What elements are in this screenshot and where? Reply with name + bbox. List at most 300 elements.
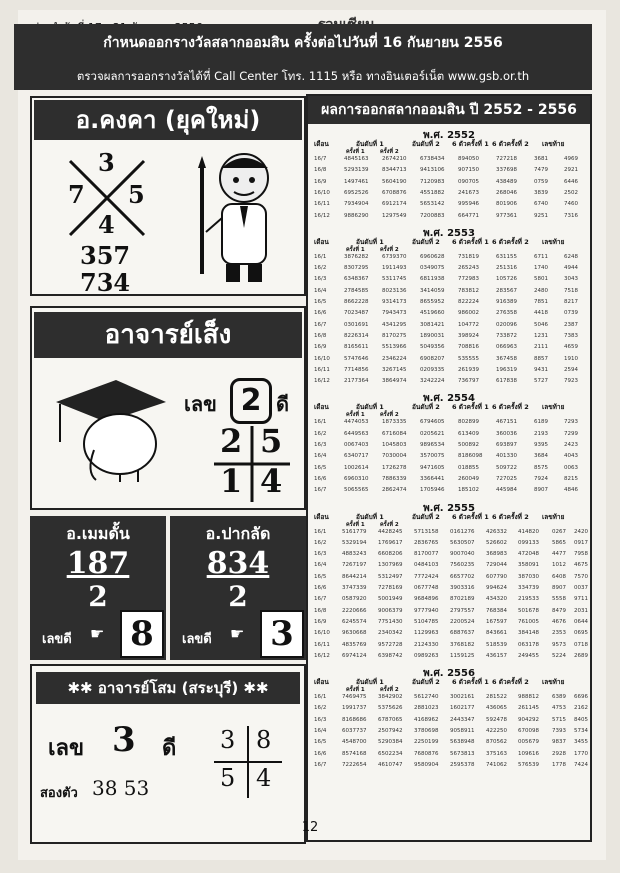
- som-lek-label: เลข: [48, 736, 85, 761]
- table-cell: 907150: [458, 167, 479, 174]
- table-cell: 7751430: [378, 618, 403, 625]
- table-cell: 8170077: [414, 551, 439, 558]
- table-cell: 693897: [496, 442, 517, 448]
- table-cell: 5558: [552, 596, 566, 603]
- table-cell: 2881023: [414, 705, 439, 712]
- table-cell: 904292: [518, 716, 539, 723]
- table-cell: 16/9: [314, 618, 327, 625]
- table-cell: 167597: [486, 618, 507, 625]
- table-cell: 16/6: [314, 750, 327, 757]
- table-cell: 1911493: [382, 265, 407, 272]
- som-title-bar: [36, 672, 300, 704]
- table-cell: 16/7: [314, 156, 327, 162]
- page-number: 12: [301, 820, 319, 835]
- table-cell: 772983: [458, 276, 479, 283]
- table-cell: 337698: [496, 167, 517, 174]
- table-cell: 3768182: [450, 641, 475, 648]
- table-cell: 6740: [534, 201, 548, 208]
- table-cell: 6189: [534, 419, 548, 426]
- table-cell: 4846: [564, 487, 578, 494]
- banner-line1: กำหนดออกรางวัลสลากออมสิน ครั้งต่อไปวันที่ 16 กันยายน 2556: [103, 35, 503, 51]
- table-cell: 3043: [564, 276, 578, 283]
- table-cell: 8655952: [420, 299, 445, 305]
- table-cell: 9007040: [450, 551, 475, 558]
- table-cell: 2162: [574, 705, 588, 712]
- table-cell: 727025: [496, 475, 517, 482]
- table-cell: 783812: [458, 287, 479, 294]
- table-cell: 0989263: [414, 652, 439, 659]
- table-cell: 0349075: [420, 265, 445, 272]
- table-cell: 4676: [552, 618, 566, 625]
- table-cell: 5865: [552, 539, 566, 546]
- table-cell: 6738434: [420, 156, 445, 162]
- table-cell: 334739: [518, 585, 539, 591]
- table-cell: 196319: [496, 366, 517, 373]
- table-cell: 7469475: [342, 694, 367, 701]
- paklad-sub: 2: [228, 580, 248, 613]
- table-cell: 16/8: [314, 167, 327, 174]
- table-cell: 7924: [534, 475, 548, 482]
- header-col-six: 6 ตัวครั้งที่ 1: [452, 237, 489, 246]
- table-cell: 3267145: [382, 366, 407, 373]
- table-cell: 1297549: [382, 212, 407, 219]
- table-cell: 4659: [564, 344, 578, 351]
- table-cell: 2124330: [414, 641, 439, 648]
- table-cell: 7680876: [414, 750, 439, 757]
- table-cell: 8186098: [458, 453, 483, 460]
- table-cell: 0677748: [414, 585, 439, 591]
- table-cell: 398924: [458, 332, 479, 339]
- table-cell: 5224: [552, 652, 566, 659]
- table-cell: 731819: [458, 253, 479, 260]
- table-cell: 6952526: [344, 189, 369, 196]
- table-cell: 8662228: [344, 299, 369, 305]
- table-cell: 16/1: [314, 419, 327, 426]
- table-cell: 916389: [496, 299, 517, 305]
- table-cell: 8344713: [382, 167, 407, 174]
- memdan-digit: 8: [120, 610, 164, 658]
- header-col-month: เดือน: [314, 678, 329, 687]
- table-cell: 16/1: [314, 253, 327, 260]
- kongka-title: อ.คงคา (ยุคใหม่): [34, 100, 302, 140]
- table-cell: 1769617: [378, 539, 403, 546]
- table-cell: 8307295: [344, 265, 369, 272]
- table-cell: 7943473: [382, 310, 407, 317]
- table-cell: 6887637: [450, 630, 475, 637]
- table-cell: 1778: [552, 761, 566, 768]
- table-cell: 8215: [564, 475, 578, 482]
- seng-grid-bl: 1: [220, 462, 243, 500]
- kongka-n-bottom: 4: [98, 210, 115, 239]
- table-cell: 8907: [534, 487, 548, 494]
- table-cell: 8168686: [342, 716, 367, 723]
- table-cell: 2594: [564, 366, 578, 373]
- table-cell: 535555: [458, 355, 479, 362]
- table-cell: 3780698: [414, 728, 439, 734]
- results-table: [306, 94, 592, 842]
- table-cell: 5104785: [414, 618, 439, 625]
- table-cell: 8857: [534, 355, 548, 362]
- table-cell: 0301691: [344, 321, 369, 328]
- table-cell: 7316: [564, 212, 578, 219]
- table-cell: 16/4: [314, 728, 327, 734]
- announcement-banner: [14, 24, 592, 90]
- table-cell: 1726278: [382, 464, 407, 471]
- table-cell: 16/3: [314, 276, 327, 283]
- table-cell: 436065: [486, 705, 507, 712]
- table-cell: 16/5: [314, 573, 327, 580]
- memdan-panel: [30, 516, 166, 660]
- table-cell: 2507942: [378, 728, 403, 734]
- table-cell: 2797557: [450, 607, 475, 614]
- table-cell: 5713158: [414, 528, 439, 535]
- header-col-six: 6 ตัวครั้งที่ 1: [452, 512, 489, 521]
- kongka-num1: 357: [80, 241, 131, 270]
- table-cell: 360036: [496, 430, 517, 437]
- year-label: พ.ศ. 2555: [423, 502, 475, 514]
- table-cell: 9471605: [420, 464, 445, 471]
- table-cell: 9058911: [450, 728, 475, 734]
- table-cell: 1705946: [420, 487, 445, 494]
- header-col-six: 6 ตัวครั้งที่ 1: [452, 140, 489, 148]
- header-col-six: 6 ตัวครั้งที่ 1: [452, 403, 489, 412]
- table-cell: 1045803: [382, 442, 407, 448]
- table-cell: 020096: [496, 321, 517, 328]
- memdan-sub: 2: [88, 580, 108, 613]
- table-cell: 2674210: [382, 156, 407, 162]
- table-cell: 281522: [486, 694, 507, 701]
- table-cell: 3242224: [420, 378, 445, 385]
- table-cell: 3081421: [420, 321, 445, 328]
- table-cell: 5290384: [378, 739, 403, 746]
- table-cell: 664771: [458, 212, 479, 219]
- table-cell: 1770: [574, 750, 588, 757]
- table-cell: 9630668: [342, 630, 367, 637]
- table-cell: 7886339: [382, 475, 407, 482]
- table-cell: 0739: [564, 310, 578, 317]
- table-cell: 2353: [552, 630, 566, 637]
- paklad-number: 834: [206, 546, 270, 581]
- results-title: ผลการออกสลากออมสิน ปี 2552 - 2556: [308, 96, 590, 124]
- table-cell: 7570: [574, 573, 588, 580]
- table-cell: 109616: [518, 750, 539, 757]
- table-cell: 4845163: [344, 156, 369, 162]
- table-cell: 2193: [534, 430, 548, 437]
- table-cell: 4610747: [378, 761, 403, 768]
- table-cell: 16/11: [314, 641, 330, 648]
- table-cell: 16/10: [314, 189, 330, 196]
- header-col-rank2: อันดับที่ 2: [412, 512, 440, 521]
- table-cell: 472048: [518, 551, 539, 558]
- table-cell: 2928: [552, 750, 566, 757]
- table-cell: 16/5: [314, 299, 327, 305]
- table-cell: 733872: [496, 332, 517, 339]
- table-cell: 16/10: [314, 355, 330, 362]
- table-cell: 5001949: [378, 596, 403, 603]
- table-cell: 1602177: [450, 705, 475, 712]
- subheader-sub2: ครั้งที่ 2: [380, 149, 399, 155]
- table-cell: 6708876: [382, 189, 407, 196]
- table-cell: 7293: [564, 419, 578, 426]
- table-cell: 16/3: [314, 442, 327, 448]
- table-cell: 7393: [552, 728, 566, 734]
- table-cell: 414820: [518, 528, 539, 535]
- table-cell: 066963: [496, 344, 517, 351]
- table-cell: 467151: [496, 419, 517, 426]
- table-cell: 4551882: [420, 189, 445, 196]
- seng-title: อาจารย์เส็ง: [34, 312, 302, 358]
- header-col-rank2: อันดับที่ 2: [412, 140, 440, 148]
- table-cell: 8023136: [382, 287, 407, 294]
- table-cell: 099133: [518, 539, 539, 546]
- table-cell: 1497461: [344, 178, 369, 185]
- som-dee-label: ดี: [162, 736, 177, 761]
- table-cell: 2420: [574, 528, 588, 535]
- table-cell: 9395: [534, 442, 548, 448]
- table-cell: 5653142: [420, 201, 445, 208]
- table-cell: 5747646: [344, 355, 369, 362]
- table-cell: 9580904: [414, 761, 439, 768]
- table-cell: 7222654: [342, 761, 367, 768]
- table-cell: 0759: [534, 178, 548, 185]
- table-cell: 2250199: [414, 739, 439, 746]
- table-cell: 4477: [552, 551, 566, 558]
- year-label: พ.ศ. 2552: [423, 130, 475, 141]
- header-col-six2: 6 ตัวครั้งที่ 2: [492, 237, 529, 246]
- table-cell: 2443347: [450, 716, 475, 723]
- table-cell: 8575: [534, 464, 548, 471]
- seng-dee-label: ดี: [276, 392, 289, 416]
- table-cell: 16/7: [314, 487, 327, 494]
- table-cell: 8644214: [342, 573, 367, 580]
- table-cell: 16/6: [314, 310, 327, 317]
- table-cell: 2423: [564, 442, 578, 448]
- table-cell: 436157: [486, 652, 507, 659]
- seng-grid-tr: 5: [260, 422, 283, 460]
- table-cell: 986002: [458, 310, 479, 317]
- som-grid-tr: 8: [256, 726, 272, 754]
- table-cell: 375163: [486, 750, 507, 757]
- table-cell: 0484103: [414, 562, 439, 569]
- table-cell: 7383: [564, 332, 578, 339]
- table-cell: 3414059: [420, 287, 445, 294]
- header-col-tail: เลขท้าย: [542, 512, 565, 521]
- table-cell: 741062: [486, 761, 507, 768]
- table-cell: 16/8: [314, 607, 327, 614]
- subheader-sub1: ครั้งที่ 1: [346, 521, 365, 528]
- table-cell: 729044: [486, 562, 507, 569]
- table-cell: 445984: [496, 487, 517, 494]
- table-cell: 4043: [564, 453, 578, 460]
- som-grid-tl: 3: [220, 726, 236, 754]
- table-cell: 4883243: [342, 551, 367, 558]
- table-cell: 5801: [534, 276, 548, 283]
- table-cell: 16/4: [314, 287, 327, 294]
- table-cell: 0644: [574, 618, 588, 625]
- table-cell: 241673: [458, 189, 479, 196]
- table-cell: 7923: [564, 378, 578, 385]
- table-cell: 995946: [458, 201, 479, 208]
- table-cell: 16/11: [314, 366, 330, 373]
- subheader-sub1: ครั้งที่ 1: [346, 246, 365, 253]
- table-cell: 1002614: [344, 464, 369, 471]
- table-cell: 3681: [534, 156, 548, 162]
- paklad-digit: 3: [260, 610, 304, 658]
- table-cell: 2220666: [342, 607, 367, 614]
- table-cell: 358091: [518, 562, 539, 569]
- table-cell: 988812: [518, 694, 539, 701]
- table-cell: 2502: [564, 189, 578, 196]
- table-cell: 0718: [574, 641, 588, 648]
- year-label: พ.ศ. 2554: [423, 393, 475, 405]
- table-cell: 7714856: [344, 366, 369, 373]
- table-cell: 090705: [458, 178, 479, 185]
- header-col-rank1: อันดับที่ 1: [356, 140, 384, 148]
- table-cell: 5734: [574, 728, 588, 734]
- table-cell: 592478: [486, 716, 507, 723]
- table-cell: 977361: [496, 212, 517, 219]
- table-cell: 276358: [496, 310, 517, 317]
- table-cell: 3903316: [450, 585, 475, 591]
- table-cell: 7030004: [382, 453, 407, 460]
- table-cell: 0063: [564, 464, 578, 471]
- table-cell: 16/1: [314, 528, 327, 535]
- kongka-n-top: 3: [98, 148, 115, 177]
- table-cell: 8702189: [450, 596, 475, 603]
- table-cell: 9314173: [382, 299, 407, 305]
- table-cell: 16/11: [314, 201, 330, 208]
- som-digit: 3: [112, 720, 136, 760]
- table-cell: 426332: [486, 528, 507, 535]
- table-cell: 185102: [458, 487, 479, 494]
- som-songtua-label: สองตัว: [40, 786, 78, 801]
- table-cell: 1910: [564, 355, 578, 362]
- table-cell: 7560235: [450, 562, 475, 569]
- table-cell: 2480: [534, 287, 548, 294]
- header-col-rank1: อันดับที่ 1: [356, 237, 384, 246]
- table-cell: 2177364: [344, 378, 369, 385]
- paklad-title: อ.ปากลัด: [205, 524, 271, 543]
- table-cell: 5293139: [344, 167, 369, 174]
- table-cell: 0587920: [342, 596, 367, 603]
- som-songtua-numbers: 38 53: [92, 776, 150, 800]
- table-cell: 4675: [574, 562, 588, 569]
- table-cell: 16/3: [314, 551, 327, 558]
- subheader-sub2: ครั้งที่ 2: [380, 687, 399, 694]
- table-cell: 16/2: [314, 539, 327, 546]
- table-cell: 387030: [518, 573, 539, 580]
- header-col-month: เดือน: [314, 140, 329, 148]
- table-cell: 249455: [518, 652, 539, 659]
- kongka-num2: 734: [80, 268, 131, 297]
- table-cell: 283567: [496, 287, 517, 294]
- table-cell: 822224: [458, 299, 479, 305]
- table-cell: 367458: [496, 355, 517, 362]
- table-cell: 16/6: [314, 475, 327, 482]
- table-cell: 5673813: [450, 750, 475, 757]
- table-cell: 4944: [564, 265, 578, 272]
- table-cell: 2387: [564, 321, 578, 328]
- table-cell: 1873335: [382, 419, 407, 426]
- header-col-rank1: อันดับที่ 1: [356, 678, 384, 687]
- table-cell: 0917: [574, 539, 588, 546]
- table-cell: 3839: [534, 189, 548, 196]
- table-cell: 3864974: [382, 378, 407, 385]
- paklad-lekdee: เลขดี: [182, 632, 212, 647]
- table-cell: 1231: [534, 332, 548, 339]
- table-cell: 063178: [518, 641, 539, 648]
- table-cell: 2689: [574, 652, 588, 659]
- table-cell: 4474053: [344, 419, 369, 426]
- table-cell: 3842902: [378, 694, 403, 701]
- table-cell: 994624: [486, 585, 507, 591]
- seng-digit: 2: [230, 378, 272, 424]
- table-cell: 4835769: [342, 641, 367, 648]
- table-cell: 368983: [486, 551, 507, 558]
- table-cell: 9886290: [344, 212, 369, 219]
- table-cell: 2340342: [378, 630, 403, 637]
- table-cell: 9572728: [378, 641, 403, 648]
- table-cell: 6716084: [382, 430, 407, 437]
- table-cell: 631155: [496, 253, 517, 260]
- table-cell: 5630507: [450, 539, 475, 546]
- table-cell: 1740: [534, 265, 548, 272]
- table-cell: 1991737: [342, 705, 367, 712]
- table-cell: 9251: [534, 212, 548, 219]
- table-cell: 16/4: [314, 453, 327, 460]
- memdan-lekdee: เลขดี: [42, 632, 72, 647]
- table-cell: 5715: [552, 716, 566, 723]
- table-cell: 7200883: [420, 212, 445, 219]
- table-cell: 3002161: [450, 694, 475, 701]
- table-cell: 526602: [486, 539, 507, 546]
- table-cell: 16/2: [314, 430, 327, 437]
- header-col-tail: เลขท้าย: [542, 678, 565, 687]
- table-cell: 9573: [552, 641, 566, 648]
- table-cell: 3570075: [420, 453, 445, 460]
- table-cell: 7772424: [414, 573, 439, 580]
- table-cell: 16/5: [314, 739, 327, 746]
- table-cell: 2111: [534, 344, 548, 351]
- table-cell: 401330: [496, 453, 517, 460]
- table-cell: 16/1: [314, 694, 327, 701]
- year-label: พ.ศ. 2553: [423, 227, 475, 239]
- table-cell: 9006379: [378, 607, 403, 614]
- table-cell: 0267: [552, 528, 566, 535]
- seng-grid-br: 4: [260, 462, 283, 500]
- table-cell: 6248: [564, 253, 578, 260]
- som-grid-br: 4: [256, 764, 272, 792]
- table-cell: 5375626: [378, 705, 403, 712]
- table-cell: 6348367: [344, 276, 369, 283]
- header-col-tail: เลขท้าย: [542, 403, 565, 412]
- table-cell: 8165611: [344, 344, 369, 351]
- table-cell: 0695: [574, 630, 588, 637]
- table-cell: 6340717: [344, 453, 369, 460]
- table-cell: 2346224: [382, 355, 407, 362]
- table-cell: 261939: [458, 366, 479, 373]
- table-cell: 16/2: [314, 265, 327, 272]
- subheader-sub1: ครั้งที่ 1: [346, 687, 365, 694]
- table-cell: 4753: [552, 705, 566, 712]
- table-cell: 105726: [496, 276, 517, 283]
- table-cell: 3747339: [342, 585, 367, 591]
- table-cell: 6960628: [420, 253, 445, 260]
- table-cell: 5612740: [414, 694, 439, 701]
- table-cell: 736797: [458, 378, 479, 385]
- table-cell: 6696: [574, 694, 588, 701]
- memdan-title: อ.เมมดั้น: [66, 524, 130, 543]
